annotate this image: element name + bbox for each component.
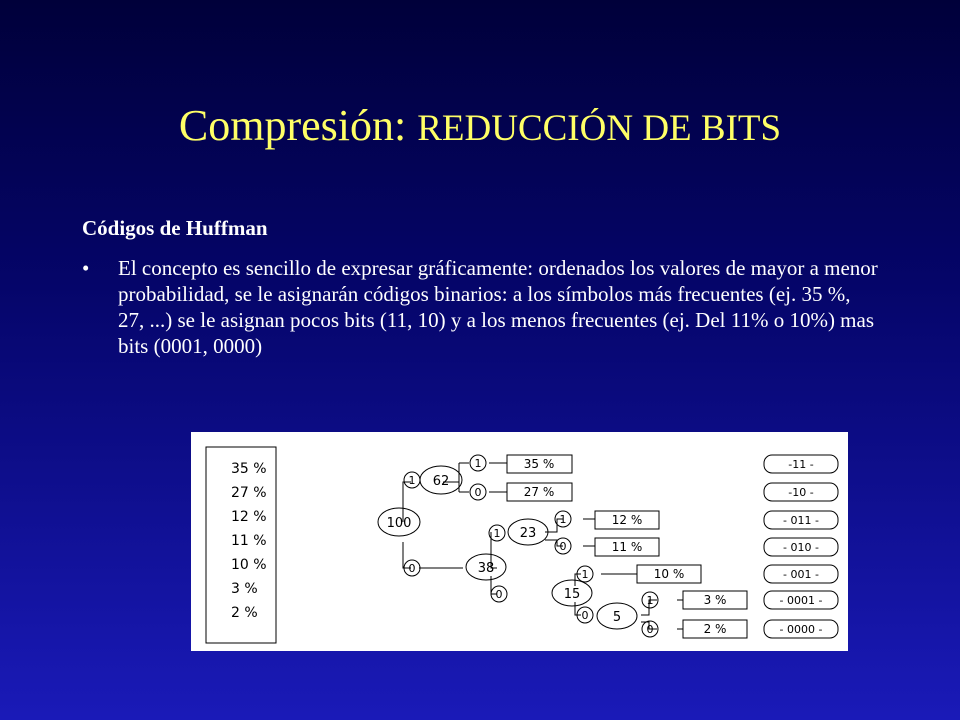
leaf-10-label: 10 % (653, 567, 685, 581)
prob-item-5: 10 % (231, 557, 267, 573)
code-2-label: -10 - (788, 486, 814, 499)
leaf-12-label: 12 % (611, 513, 643, 527)
bullet-text: El concepto es sencillo de expresar gráficamente: ordenados los valores de mayor a menor probabilidad, se le asignarán códigos binarios: a los símbolos más frecuentes (ej. 35 %, 27, ...) se le asignan pocos bits (11, 10) y a los menos frecuentes (ej. Del 11% o 10%) mas bits (0001, 0000) (118, 256, 878, 358)
leaf-2-label: 2 % (703, 622, 727, 636)
bit-38-1-label: 1 (493, 527, 501, 540)
node-100-label: 100 (386, 516, 412, 531)
bit-100-1-label: 1 (408, 474, 416, 487)
node-23-label: 23 (519, 526, 537, 541)
bit-38-0-label: 0 (495, 588, 503, 601)
code-4-label: - 010 - (783, 541, 819, 554)
node-15-label: 15 (563, 587, 581, 602)
bit-15-1-label: 1 (581, 568, 589, 581)
code-3-label: - 011 - (783, 514, 819, 527)
code-5-label: - 001 - (783, 568, 819, 581)
code-6-label: - 0001 - (779, 594, 823, 607)
section-heading: Códigos de Huffman (82, 216, 268, 240)
title-main: Compresión: (178, 101, 407, 150)
bit-23-1-label: 1 (559, 513, 567, 526)
prob-item-3: 12 % (231, 509, 267, 525)
prob-item-6: 3 % (231, 581, 258, 597)
bit-100-0-label: 0 (408, 562, 416, 575)
node-62-label: 62 (432, 474, 450, 489)
bit-15-0-label: 0 (581, 609, 589, 622)
leaf-3-label: 3 % (703, 593, 727, 607)
bullet-item (82, 255, 882, 359)
prob-item-2: 27 % (231, 485, 267, 501)
bit-62-1-label: 1 (474, 457, 482, 470)
prob-item-7: 2 % (231, 605, 258, 621)
huffman-tree-diagram (191, 432, 848, 651)
node-38-label: 38 (477, 561, 495, 576)
leaf-11-label: 11 % (611, 540, 643, 554)
prob-item-4: 11 % (231, 533, 267, 549)
leaf-35-label: 35 % (523, 457, 555, 471)
bit-23-0-label: 0 (559, 540, 567, 553)
code-7-label: - 0000 - (779, 623, 823, 636)
bit-62-0-label: 0 (474, 486, 482, 499)
huffman-tree-svg (191, 432, 848, 651)
code-1-label: -11 - (788, 458, 814, 471)
bit-5-1-label: 1 (646, 594, 654, 607)
title-secondary: REDUCCIÓN DE BITS (417, 108, 782, 149)
node-5-label: 5 (612, 610, 622, 625)
slide-title (0, 98, 960, 157)
leaf-27-label: 27 % (523, 485, 555, 499)
bit-5-0-label: 0 (646, 623, 654, 636)
bullet-marker: • (82, 256, 90, 280)
prob-item-1: 35 % (231, 461, 267, 477)
